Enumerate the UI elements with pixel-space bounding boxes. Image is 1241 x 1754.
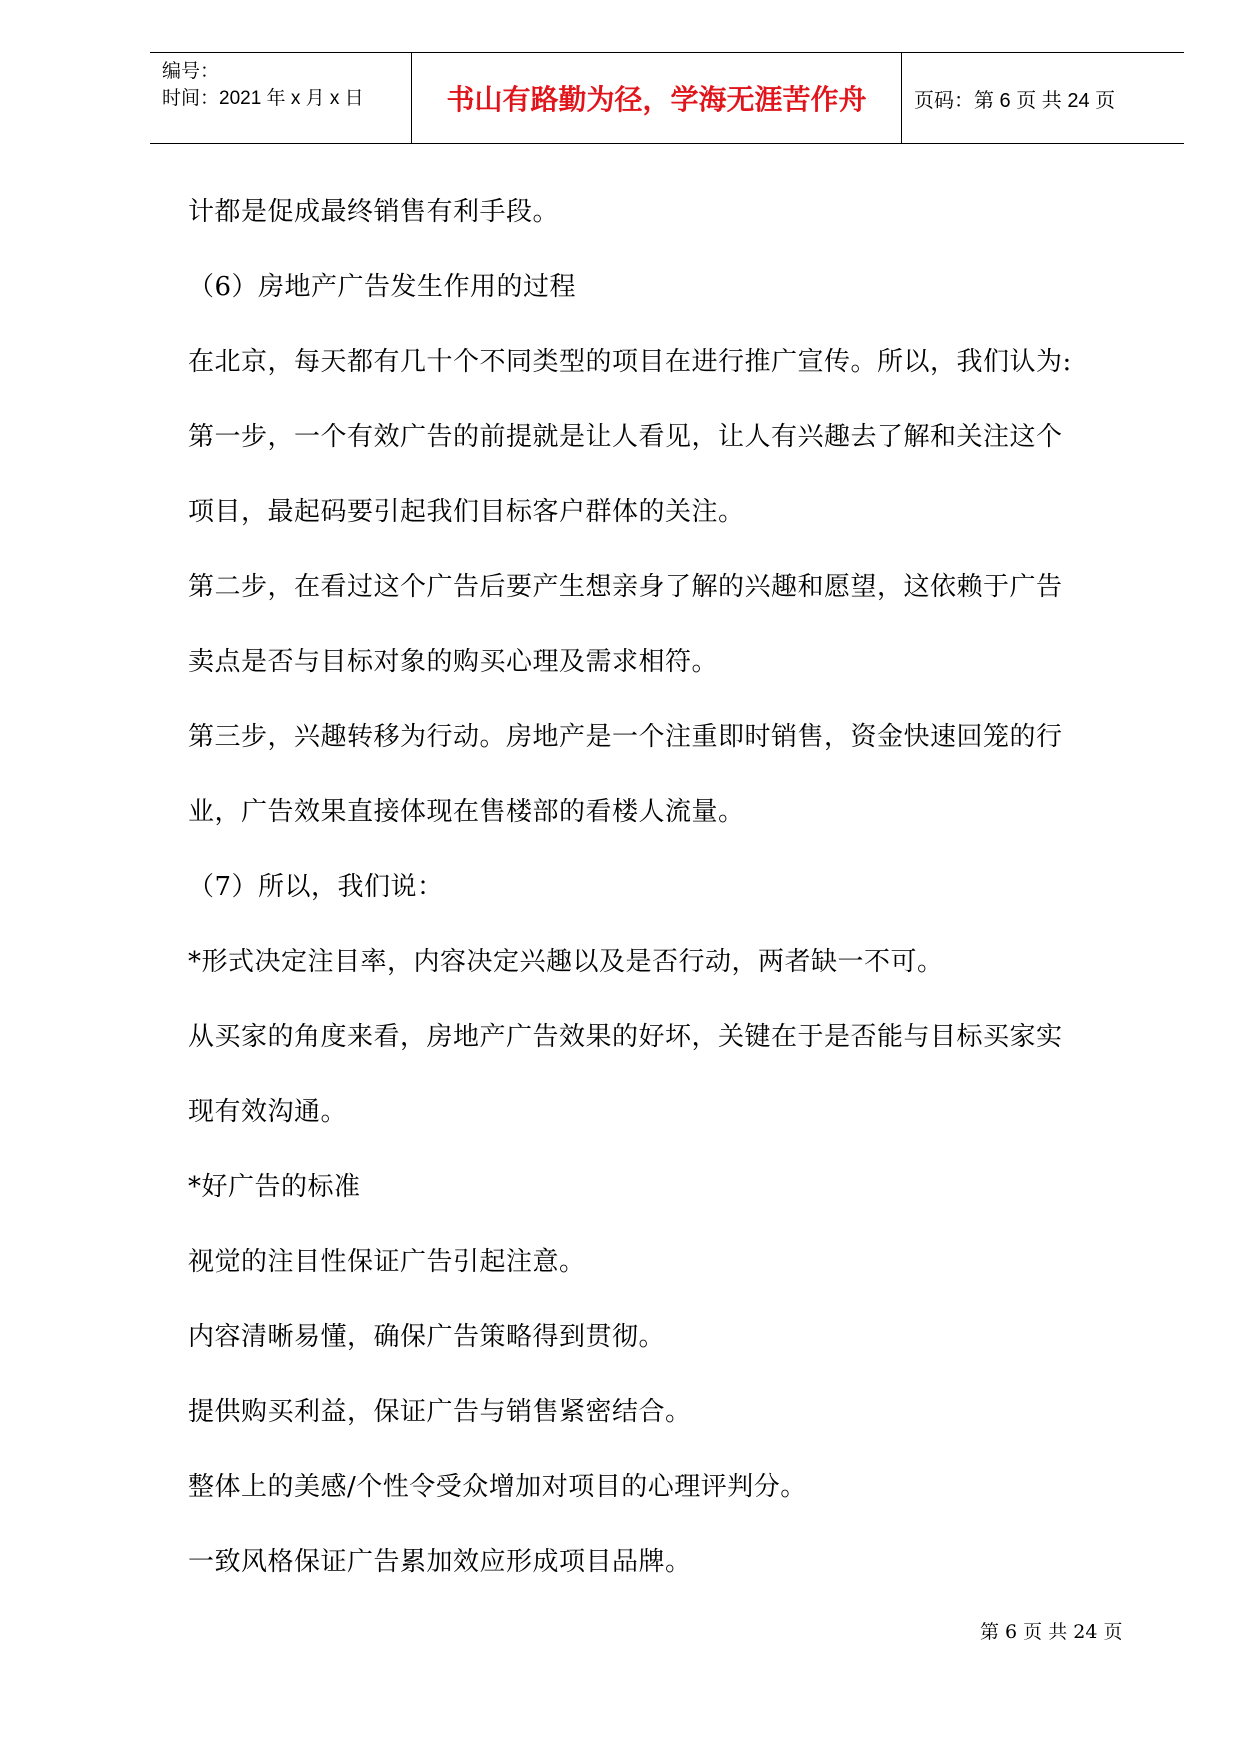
body-line: 业，广告效果直接体现在售楼部的看楼人流量。 bbox=[188, 797, 745, 827]
page-header bbox=[150, 52, 1184, 144]
body-line: （7）所以，我们说： bbox=[188, 872, 444, 902]
body-line: 项目，最起码要引起我们目标客户群体的关注。 bbox=[188, 497, 745, 527]
body-line: 计都是促成最终销售有利手段。 bbox=[188, 197, 560, 227]
body-line: 内容清晰易懂，确保广告策略得到贯彻。 bbox=[188, 1322, 666, 1352]
body-line: 卖点是否与目标对象的购买心理及需求相符。 bbox=[188, 647, 719, 677]
body-line: *形式决定注目率，内容决定兴趣以及是否行动，两者缺一不可。 bbox=[188, 947, 944, 977]
body-line: 现有效沟通。 bbox=[188, 1097, 348, 1127]
body-line: 视觉的注目性保证广告引起注意。 bbox=[188, 1247, 586, 1277]
body-line: 一致风格保证广告累加效应形成项目品牌。 bbox=[188, 1547, 692, 1577]
serial-number-label: 编号： bbox=[162, 61, 220, 82]
document-body bbox=[188, 175, 1198, 1600]
body-line: （6）房地产广告发生作用的过程 bbox=[188, 272, 577, 302]
body-line: 第三步，兴趣转移为行动。房地产是一个注重即时销售，资金快速回笼的行 bbox=[188, 722, 1063, 752]
body-line: 第一步，一个有效广告的前提就是让人看见，让人有兴趣去了解和关注这个 bbox=[188, 422, 1063, 452]
header-meta-cell bbox=[150, 53, 412, 143]
body-line: 第二步，在看过这个广告后要产生想亲身了解的兴趣和愿望，这依赖于广告 bbox=[188, 572, 1063, 602]
body-line: 在北京，每天都有几十个不同类型的项目在进行推广宣传。所以，我们认为: bbox=[188, 347, 1072, 377]
date-label: 时间：2021 年 x 月 x 日 bbox=[162, 88, 364, 109]
body-line: 从买家的角度来看，房地产广告效果的好坏，关键在于是否能与目标买家实 bbox=[188, 1022, 1063, 1052]
body-line: 整体上的美感/个性令受众增加对项目的心理评判分。 bbox=[188, 1472, 807, 1502]
header-page-number: 页码：第 6 页 共 24 页 bbox=[914, 89, 1116, 112]
page-footer: 第 6 页 共 24 页 bbox=[980, 1621, 1123, 1643]
body-line: *好广告的标准 bbox=[188, 1172, 361, 1202]
body-line: 提供购买利益，保证广告与销售紧密结合。 bbox=[188, 1397, 692, 1427]
header-motto: 书山有路勤为径，学海无涯苦作舟 bbox=[412, 53, 902, 143]
